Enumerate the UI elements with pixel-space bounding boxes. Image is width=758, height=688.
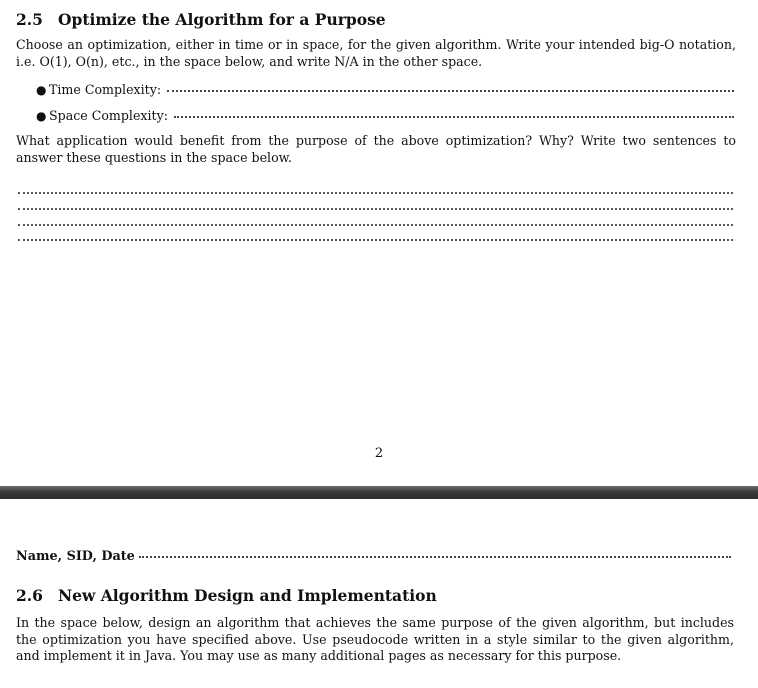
section-2-5-intro: Choose an optimization, either in time or in space, for the given algorithm. Write your intended big-O notation, i.e. O(1), O(n), etc., in the space below, and write N/A in the other space. <box>16 37 736 69</box>
page-number: 2 <box>374 446 384 461</box>
section-2-6-body: In the space below, design an algorithm that achieves the same purpose of the given algorithm, but includes the optimization you have specified above. Use pseudocode written in a style similar to the given algorithm, and implement it in Java. You may use as many additional pages as necessary for this purpose. <box>16 615 734 663</box>
page-divider <box>0 486 758 499</box>
section-2-5-question: What application would benefit from the purpose of the above optimization? Why? Write two sentences to answer these questions in the space below. <box>16 133 736 165</box>
space-complexity-field[interactable] <box>36 108 734 123</box>
section-number: 2.5 <box>16 10 43 29</box>
name-sid-date-label: Name, SID, Date <box>16 549 135 564</box>
space-complexity-answer-line[interactable] <box>174 115 734 118</box>
section-title: New Algorithm Design and Implementation <box>58 586 437 605</box>
answer-line-1[interactable] <box>18 192 733 194</box>
time-complexity-label: Time Complexity: <box>49 82 162 97</box>
answer-line-4[interactable] <box>18 239 733 241</box>
space-complexity-label: Space Complexity: <box>49 108 168 123</box>
time-complexity-answer-line[interactable] <box>167 89 734 92</box>
name-sid-date-field[interactable] <box>16 549 731 564</box>
bullet-icon: ● <box>36 109 47 123</box>
answer-line-2[interactable] <box>18 208 733 210</box>
section-number: 2.6 <box>16 586 43 605</box>
name-sid-date-answer-line[interactable] <box>139 555 731 558</box>
time-complexity-field[interactable] <box>36 82 734 97</box>
section-2-5-heading <box>16 10 386 29</box>
section-title: Optimize the Algorithm for a Purpose <box>58 10 386 29</box>
bullet-icon: ● <box>36 83 47 97</box>
answer-line-3[interactable] <box>18 224 733 226</box>
section-2-6-heading <box>16 586 437 605</box>
